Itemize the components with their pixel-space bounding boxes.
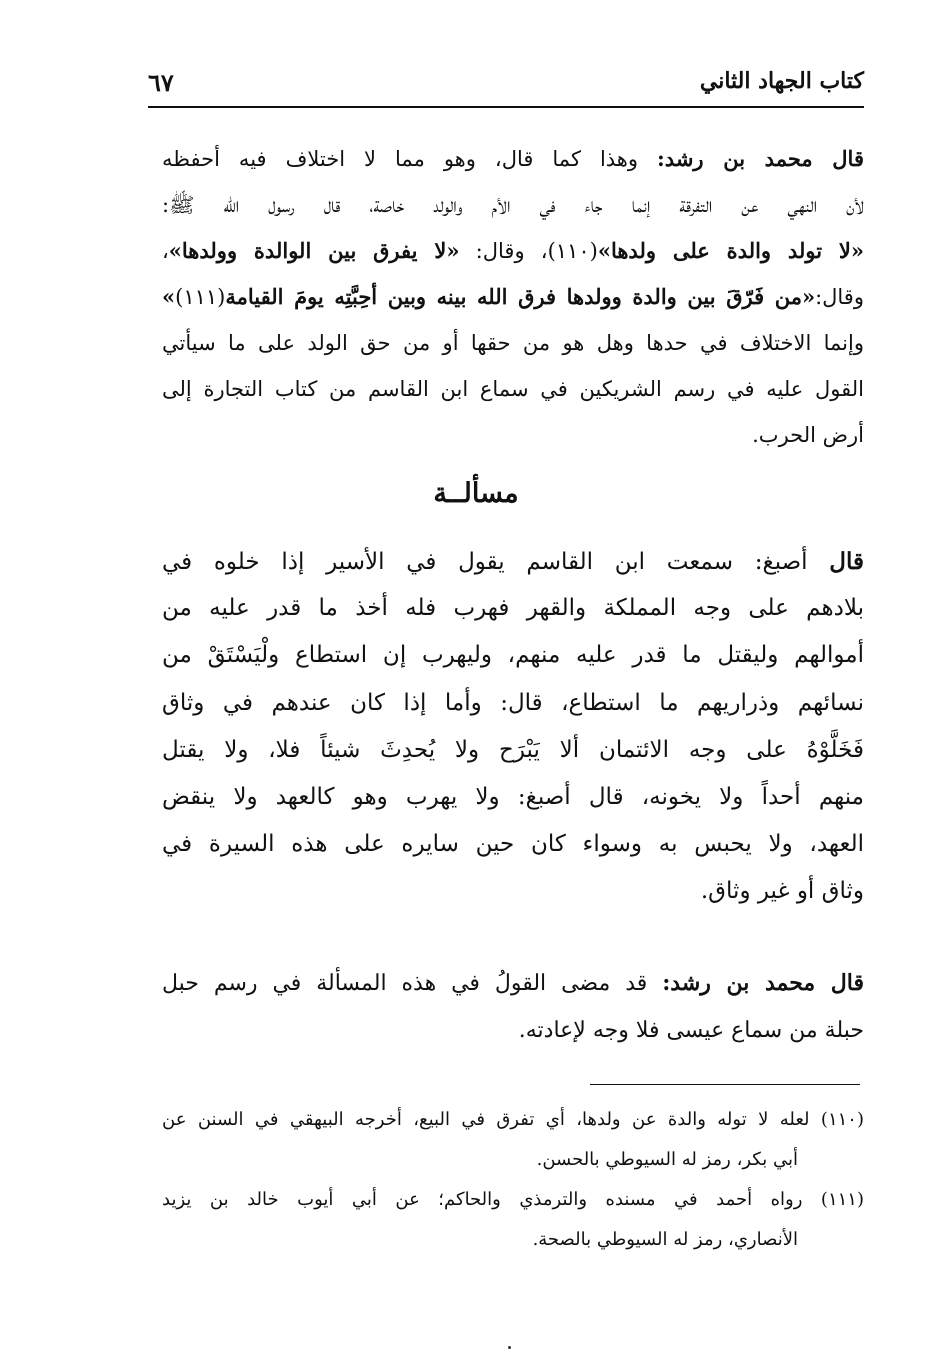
line-text: بلادهم على وجه المملكة والقهر فهرب فله أخذ ما قدر عليه من [162,595,864,622]
text-line [162,1180,864,1220]
text-line [162,1007,864,1054]
text-line [162,1140,864,1180]
speaker-label: قال [829,548,864,575]
paragraph-asbagh-question [162,538,864,916]
paragraph-ibn-rushd-answer [162,960,864,1054]
hadith-quote: «من فَرّقَ بين والدة وولدها فرق الله بينه وبين أحِبَّتِه يومَ القيامة [225,284,816,309]
hadith-quote: «لا يفرق بين الوالدة وولدها» [168,238,460,263]
paragraph-ibn-rushd-comment [162,136,864,458]
footnote [162,1100,864,1180]
line-text: ، وقال: [459,239,548,263]
line-text: الأنصاري، رمز له السيوطي بالصحة. [532,1229,798,1250]
text-line [162,366,864,412]
text-line [162,727,864,774]
text-line [162,412,864,458]
page-header [148,62,864,108]
line-text: وإنما الاختلاف في حدها وهل هو من حقها أو من حق الولد على ما سيأتي [162,331,864,355]
running-title: كتاب الجهاد الثاني [699,68,864,94]
text-line [162,182,864,228]
line-text: وثاق أو غير وثاق. [700,878,864,905]
hadith-quote: «لا تولد والدة على ولدها» [597,238,864,263]
scan-speck [508,1346,511,1349]
text-line [162,868,864,915]
text-line [162,538,864,585]
text-line [162,136,864,182]
line-text: القول عليه في رسم الشريكين في سماع ابن القاسم من كتاب التجارة إلى [162,377,864,401]
speaker-label: قال محمد بن رشد: [657,146,864,171]
text-line [162,228,864,274]
text-line [162,274,864,320]
line-text: وقال: [815,285,864,309]
line-text: نسائهم وذراريهم ما استطاع، قال: وأما إذا كان عندهم في وثاق [162,689,864,716]
footnote-ref: (١١١) [175,285,226,309]
footnote-ref: (١١٠) [547,239,598,263]
section-heading: مسألــة [433,478,519,509]
line-text: أصبغ: سمعت ابن القاسم يقول في الأسير إذا خلوه في [162,549,830,575]
line-text: أموالهم وليقتل ما قدر عليه منهم، وليهرب إن استطاع ولْيَسْتَقْ من [162,642,864,669]
line-text: العهد، ولا يحبس به وسواء كان حين سايره على هذه السيرة في [162,831,864,858]
text-line [162,1220,864,1260]
text-line [162,320,864,366]
line-text: أبي بكر، رمز له السيوطي بالحسن. [536,1149,798,1170]
footnote-divider [590,1084,860,1085]
text-line [162,680,864,727]
line-text: لعله لا توله والدة عن ولدها، أي تفرق في البيع، أخرجه البيهقي في السنن عن [162,1109,821,1130]
line-text: لأن النهي عن التفرقة إنما جاء في الأم والولد خاصة، قال رسول الله ﷺ: [162,193,864,217]
line-text: » [162,284,176,309]
text-line [162,1100,864,1140]
line-text: منهم أحداً ولا يخونه، قال أصبغ: ولا يهرب وهو كالعهد ولا ينقض [162,783,864,810]
footnote [162,1180,864,1260]
footnote-number: (١١٠) [820,1109,864,1130]
text-line [162,632,864,679]
line-text: قد مضى القولُ في هذه المسألة في رسم حبل [162,971,663,996]
speaker-label: قال محمد بن رشد: [662,970,864,996]
line-text: حبلة من سماع عيسى فلا وجه لإعادته. [518,1018,864,1043]
text-line [162,585,864,632]
page-number: ٦٧ [148,68,174,97]
text-line [162,821,864,868]
line-text: رواه أحمد في مسنده والترمذي والحاكم؛ عن أبي أيوب خالد بن يزيد [162,1189,821,1210]
line-text: فَخَلَّوْهُ على وجه الائتمان ألا يَبْرَح ولا يُحدِثَ شيئاً فلا، ولا يقتل [162,736,864,763]
text-line [162,960,864,1007]
line-text: ، [162,239,169,263]
line-text: أرض الحرب. [752,423,864,447]
line-text: وهذا كما قال، وهو مما لا اختلاف فيه أحفظه [162,147,658,171]
footnote-number: (١١١) [820,1189,864,1210]
text-line [162,774,864,821]
